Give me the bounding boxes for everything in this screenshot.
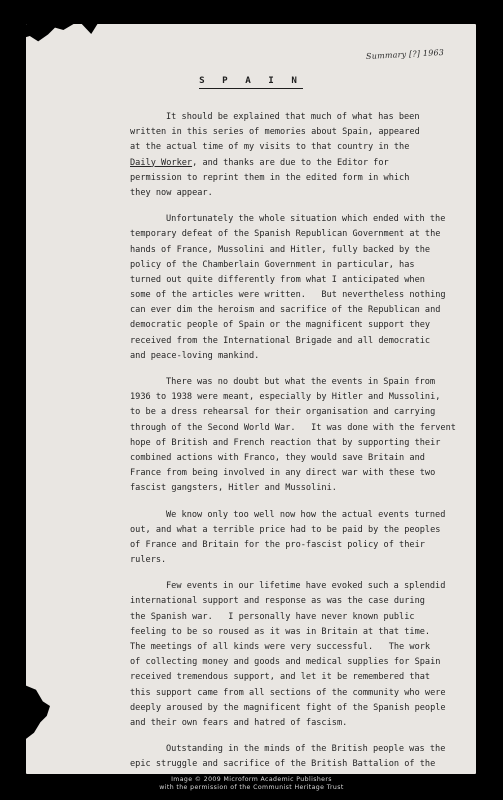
copyright-footer: [0, 776, 503, 792]
underlined-newspaper-name: Daily Worker: [130, 157, 193, 168]
paragraph: [130, 375, 460, 497]
paragraph-gap: [130, 364, 460, 375]
text-line: hope of British and French reaction that by supporting their: [130, 437, 441, 448]
text-line: and their own fears and hatred of fascism.: [130, 717, 348, 728]
text-line: [130, 773, 460, 775]
text-line: rulers.: [130, 555, 167, 566]
paragraph: [130, 212, 460, 364]
paragraph-gap: [130, 201, 460, 212]
text-line: at the actual time of my visits to that country in the: [130, 142, 410, 153]
copyright-line-1: Image © 2009 Microform Academic Publishers: [171, 775, 332, 783]
title-text: S P A I N: [199, 75, 303, 89]
document-body: [130, 110, 460, 774]
text-line: Outstanding in the minds of the British people was the: [166, 744, 446, 755]
paragraph-gap: [130, 731, 460, 742]
paragraph: [130, 508, 460, 569]
text-line: democratic people of Spain or the magnificent support they: [130, 320, 431, 331]
text-line: out, and what a terrible price had to be paid by the peoples: [130, 524, 441, 535]
document-title: [26, 75, 476, 89]
text-line: received tremendous support, and let it be remembered that: [130, 672, 431, 683]
text-line: of collecting money and goods and medical supplies for Spain: [130, 657, 441, 668]
text-line: received from the International Brigade and all democratic: [130, 335, 431, 346]
text-line: hands of France, Mussolini and Hitler, fully backed by the: [130, 244, 431, 255]
text-line: The meetings of all kinds were very successful. The work: [130, 642, 431, 652]
text-line: combined actions with Franco, they would save Britain and: [130, 452, 425, 463]
typewritten-document-page: [26, 24, 476, 774]
paragraph: [130, 110, 460, 201]
copyright-line-2: with the permission of the Communist Heritage Trust: [159, 783, 344, 791]
text-line: international support and response as was the case during: [130, 596, 425, 607]
text-line: Unfortunately the whole situation which ended with the: [166, 214, 446, 225]
paragraph: [130, 579, 460, 731]
handwritten-note: Summary [?] 1963: [365, 47, 445, 62]
text-line: this support came from all sections of the community who were: [130, 687, 446, 698]
paragraph-gap: [130, 497, 460, 508]
text-line: 1936 to 1938 were meant, especially by Hitler and Mussolini,: [130, 392, 441, 403]
text-line: can ever dim the heroism and sacrifice of the Republican and: [130, 305, 441, 316]
text-line: Daily Worker, and thanks are due to the Editor for: [130, 157, 389, 168]
text-line: Few events in our lifetime have evoked such a splendid: [166, 581, 446, 592]
text-line: policy of the Chamberlain Government in particular, has: [130, 259, 415, 270]
text-line: permission to reprint them in the edited form in which: [130, 172, 410, 183]
text-line: France from being involved in any direct war with these two: [130, 468, 436, 479]
text-line: through of the Second World War. It was done with the fervent: [130, 422, 456, 433]
text-line: fascist gangsters, Hitler and Mussolini.: [130, 483, 337, 494]
text-line: and peace-loving mankind.: [130, 350, 260, 361]
text-line: It should be explained that much of what has been: [166, 112, 420, 122]
text-line: to be a dress rehearsal for their organisation and carrying: [130, 407, 436, 418]
torn-edge: [26, 684, 62, 742]
torn-edge: [78, 24, 100, 34]
text-line: the Spanish war. I personally have never known public: [130, 611, 415, 622]
text-line: they now appear.: [130, 187, 213, 198]
torn-corner: [26, 24, 90, 48]
text-line: There was no doubt but what the events in Spain from: [166, 377, 436, 387]
text-line: deeply aroused by the magnificent fight of the Spanish people: [130, 702, 446, 713]
text-line: of France and Britain for the pro-fascist policy of their: [130, 539, 425, 550]
text-line: feeling to be so roused as it was in Britain at that time.: [130, 626, 431, 637]
text-line: temporary defeat of the Spanish Republican Government at the: [130, 229, 441, 240]
text-line: written in this series of memories about Spain, appeared: [130, 127, 420, 138]
text-line: We know only too well now how the actual events turned: [166, 509, 446, 520]
text-line: some of the articles were written. But nevertheless nothing: [130, 290, 446, 301]
paragraph: [130, 742, 460, 774]
text-line: turned out quite differently from what I anticipated when: [130, 274, 425, 285]
paragraph-gap: [130, 568, 460, 579]
text-line: epic struggle and sacrifice of the British Battalion of the: [130, 759, 436, 770]
